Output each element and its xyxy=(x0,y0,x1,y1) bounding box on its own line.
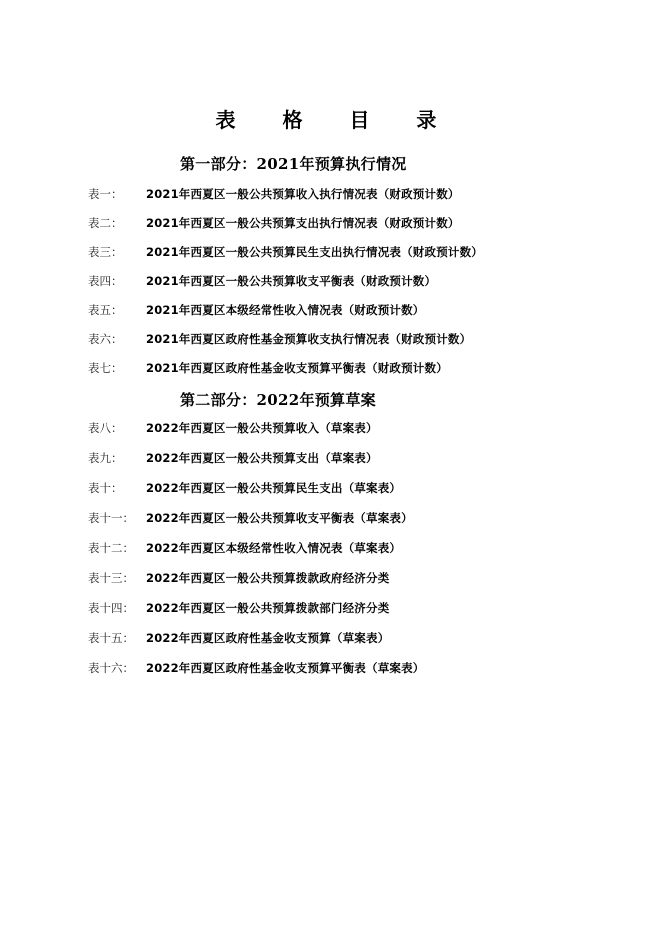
row-title: 2021年西夏区政府性基金预算收支执行情况表（财政预计数） xyxy=(146,332,472,346)
row-title: 2022年西夏区本级经常性收入情况表（草案表） xyxy=(146,541,402,555)
row-title: 2022年西夏区一般公共预算拨款部门经济分类 xyxy=(146,601,390,615)
table-of-contents-row[interactable] xyxy=(88,418,378,438)
row-title: 2021年西夏区一般公共预算收支平衡表（财政预计数） xyxy=(146,274,437,288)
row-label: 表四： xyxy=(88,274,123,288)
row-title: 2021年西夏区一般公共预算民生支出执行情况表（财政预计数） xyxy=(146,245,484,259)
row-title: 2022年西夏区一般公共预算拨款政府经济分类 xyxy=(146,571,390,585)
table-of-contents-row[interactable] xyxy=(88,538,401,558)
section-heading-part-1: 第一部分：2021年预算执行情况 xyxy=(180,155,407,173)
row-title: 2022年西夏区一般公共预算收支平衡表（草案表） xyxy=(146,511,413,525)
row-label: 表十六： xyxy=(88,661,134,675)
row-label: 表十一： xyxy=(88,511,134,525)
row-title: 2022年西夏区一般公共预算民生支出（草案表） xyxy=(146,481,402,495)
row-label: 表十三： xyxy=(88,571,134,585)
row-label: 表六： xyxy=(88,332,123,346)
row-label: 表十五： xyxy=(88,631,134,645)
table-of-contents-row[interactable] xyxy=(88,213,460,233)
row-label: 表二： xyxy=(88,216,123,230)
table-of-contents-row[interactable] xyxy=(88,184,460,204)
row-title: 2021年西夏区一般公共预算收入执行情况表（财政预计数） xyxy=(146,187,460,201)
table-of-contents-row[interactable] xyxy=(88,478,401,498)
table-of-contents-row[interactable] xyxy=(88,568,389,588)
table-of-contents-row[interactable] xyxy=(88,300,425,320)
row-label: 表七： xyxy=(88,361,123,375)
table-of-contents-row[interactable] xyxy=(88,448,378,468)
table-of-contents-row[interactable] xyxy=(88,628,389,648)
row-title: 2022年西夏区一般公共预算收入（草案表） xyxy=(146,421,378,435)
table-of-contents-row[interactable] xyxy=(88,508,413,528)
row-title: 2021年西夏区政府性基金收支预算平衡表（财政预计数） xyxy=(146,361,448,375)
table-of-contents-row[interactable] xyxy=(88,329,471,349)
row-title: 2022年西夏区政府性基金收支预算（草案表） xyxy=(146,631,390,645)
table-of-contents-row[interactable] xyxy=(88,658,425,678)
page-title: 表 格 目 录 xyxy=(215,108,457,132)
row-title: 2022年西夏区一般公共预算支出（草案表） xyxy=(146,451,378,465)
table-of-contents-row[interactable] xyxy=(88,358,448,378)
row-title: 2022年西夏区政府性基金收支预算平衡表（草案表） xyxy=(146,661,425,675)
table-of-contents-row[interactable] xyxy=(88,242,483,262)
row-label: 表八： xyxy=(88,421,123,435)
table-of-contents-row[interactable] xyxy=(88,271,436,291)
row-label: 表五： xyxy=(88,303,123,317)
row-label: 表一： xyxy=(88,187,123,201)
section-heading-part-2: 第二部分：2022年预算草案 xyxy=(180,391,376,409)
row-label: 表三： xyxy=(88,245,123,259)
row-title: 2021年西夏区一般公共预算支出执行情况表（财政预计数） xyxy=(146,216,460,230)
row-label: 表九： xyxy=(88,451,123,465)
row-label: 表十： xyxy=(88,481,123,495)
row-title: 2021年西夏区本级经常性收入情况表（财政预计数） xyxy=(146,303,425,317)
table-of-contents-row[interactable] xyxy=(88,598,389,618)
row-label: 表十二： xyxy=(88,541,134,555)
row-label: 表十四： xyxy=(88,601,134,615)
